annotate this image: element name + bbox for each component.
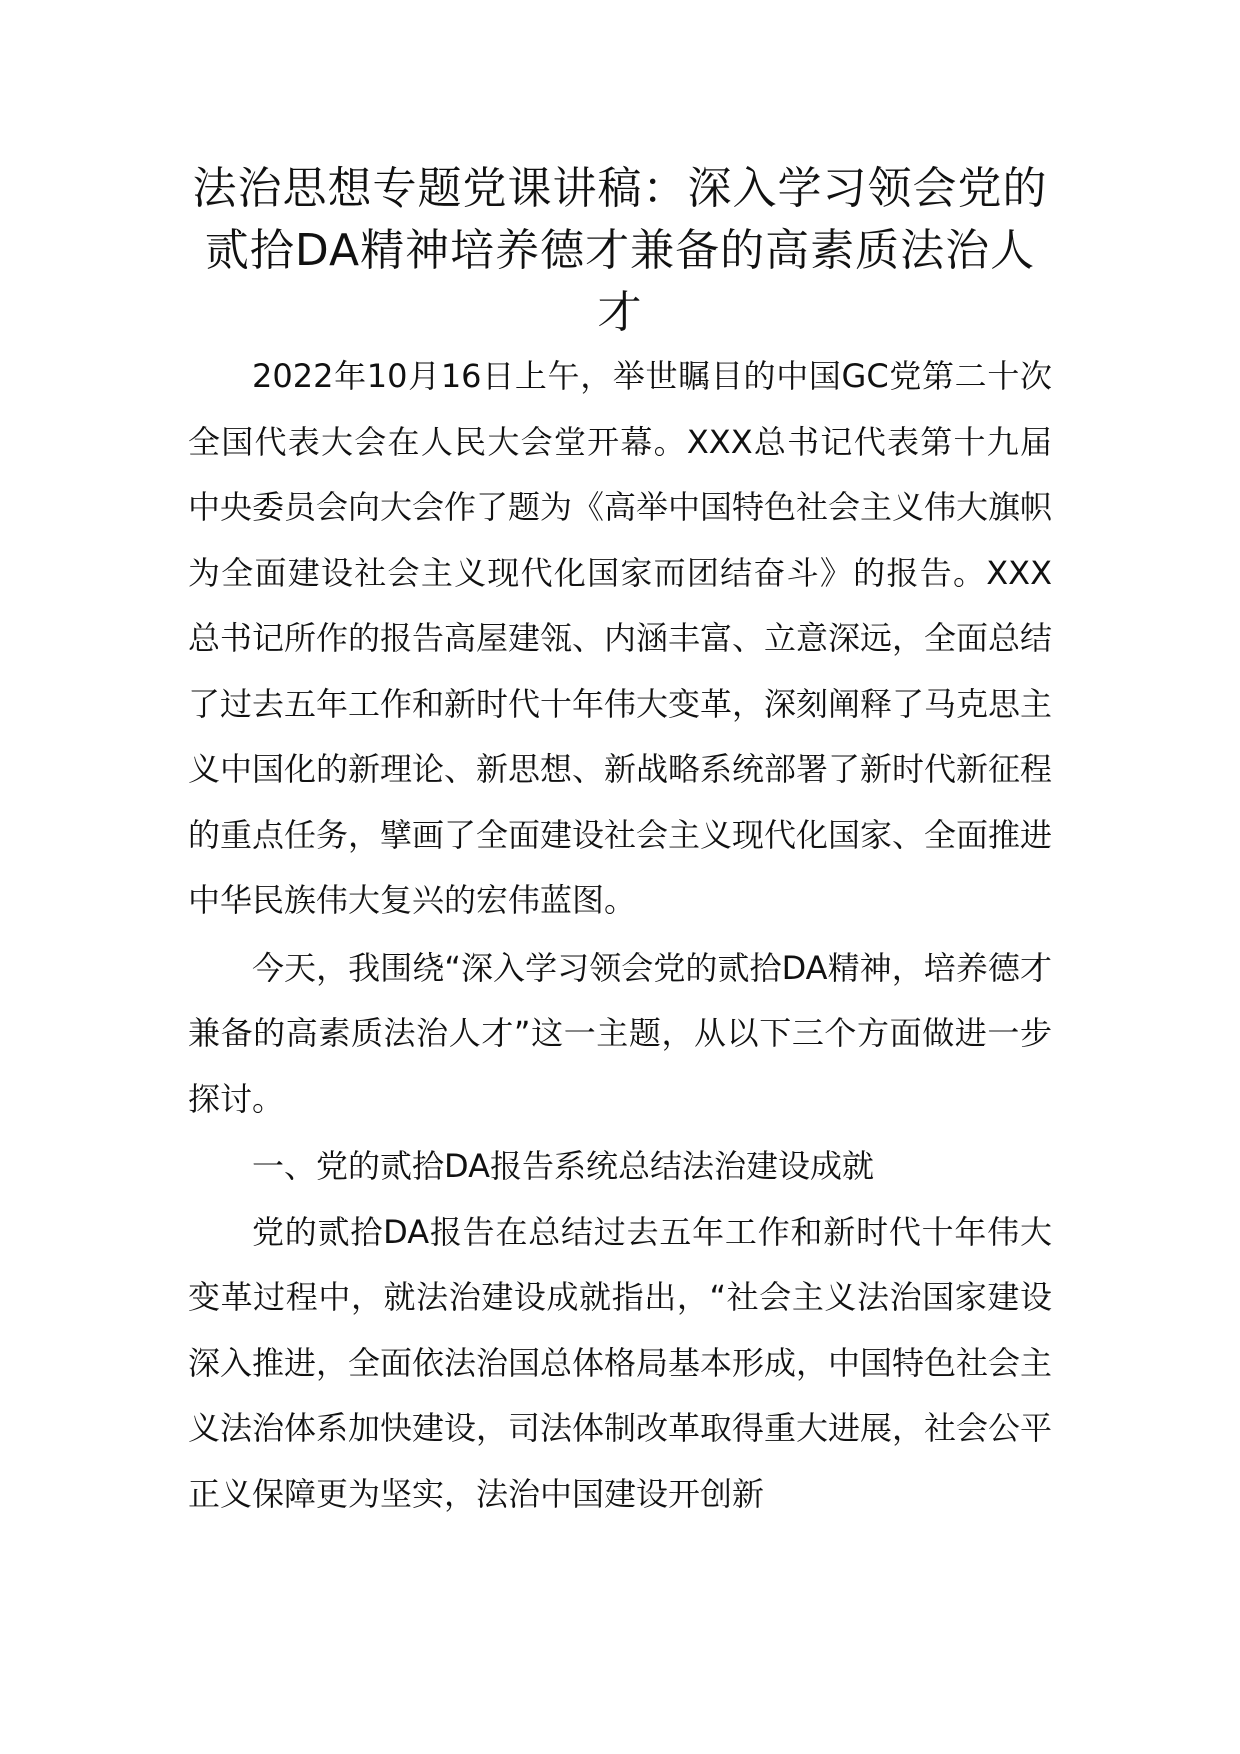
document-title: 法治思想专题党课讲稿：深入学习领会党的贰拾DA精神培养德才兼备的高素质法治人才 bbox=[192, 163, 1048, 338]
paragraph-topic: 今天，我围绕“深入学习领会党的贰拾DA精神，培养德才兼备的高素质法治人才”这一主题，从以下三个方面做进一步探讨。 bbox=[188, 948, 1052, 1118]
section-heading: 一、党的贰拾DA报告系统总结法治建设成就 bbox=[252, 1147, 874, 1185]
paragraph-section-1: 党的贰拾DA报告在总结过去五年工作和新时代十年伟大变革过程中，就法治建设成就指出，“社会主义法治国家建设深入推进，全面依法治国总体格局基本形成，中国特色社会主义法治体系加快建设，司法体制改革取得重大进展，社会公平正义保障更为坚实，法治中国建设开创新 bbox=[188, 1212, 1053, 1513]
paragraph-intro: 2022年10月16日上午，举世瞩目的中国GC党第二十次全国代表大会在人民大会堂开幕。XXX总书记代表第十九届中央委员会向大会作了题为《高举中国特色社会主义伟大旗帜为全面建设社会主义现代化国家而团结奋斗》的报告。XXX总书记所作的报告高屋建瓴、内涵丰富、立意深远，全面总结了过去五年工作和新时代十年伟大变革，深刻阐释了马克思主义中国化的新理论、新思想、新战略系统部署了新时代新征程的重点任务，擘画了全面建设社会主义现代化国家、全面推进中华民族伟大复兴的宏伟蓝图。 bbox=[188, 357, 1053, 919]
document-page bbox=[188, 158, 1052, 1527]
